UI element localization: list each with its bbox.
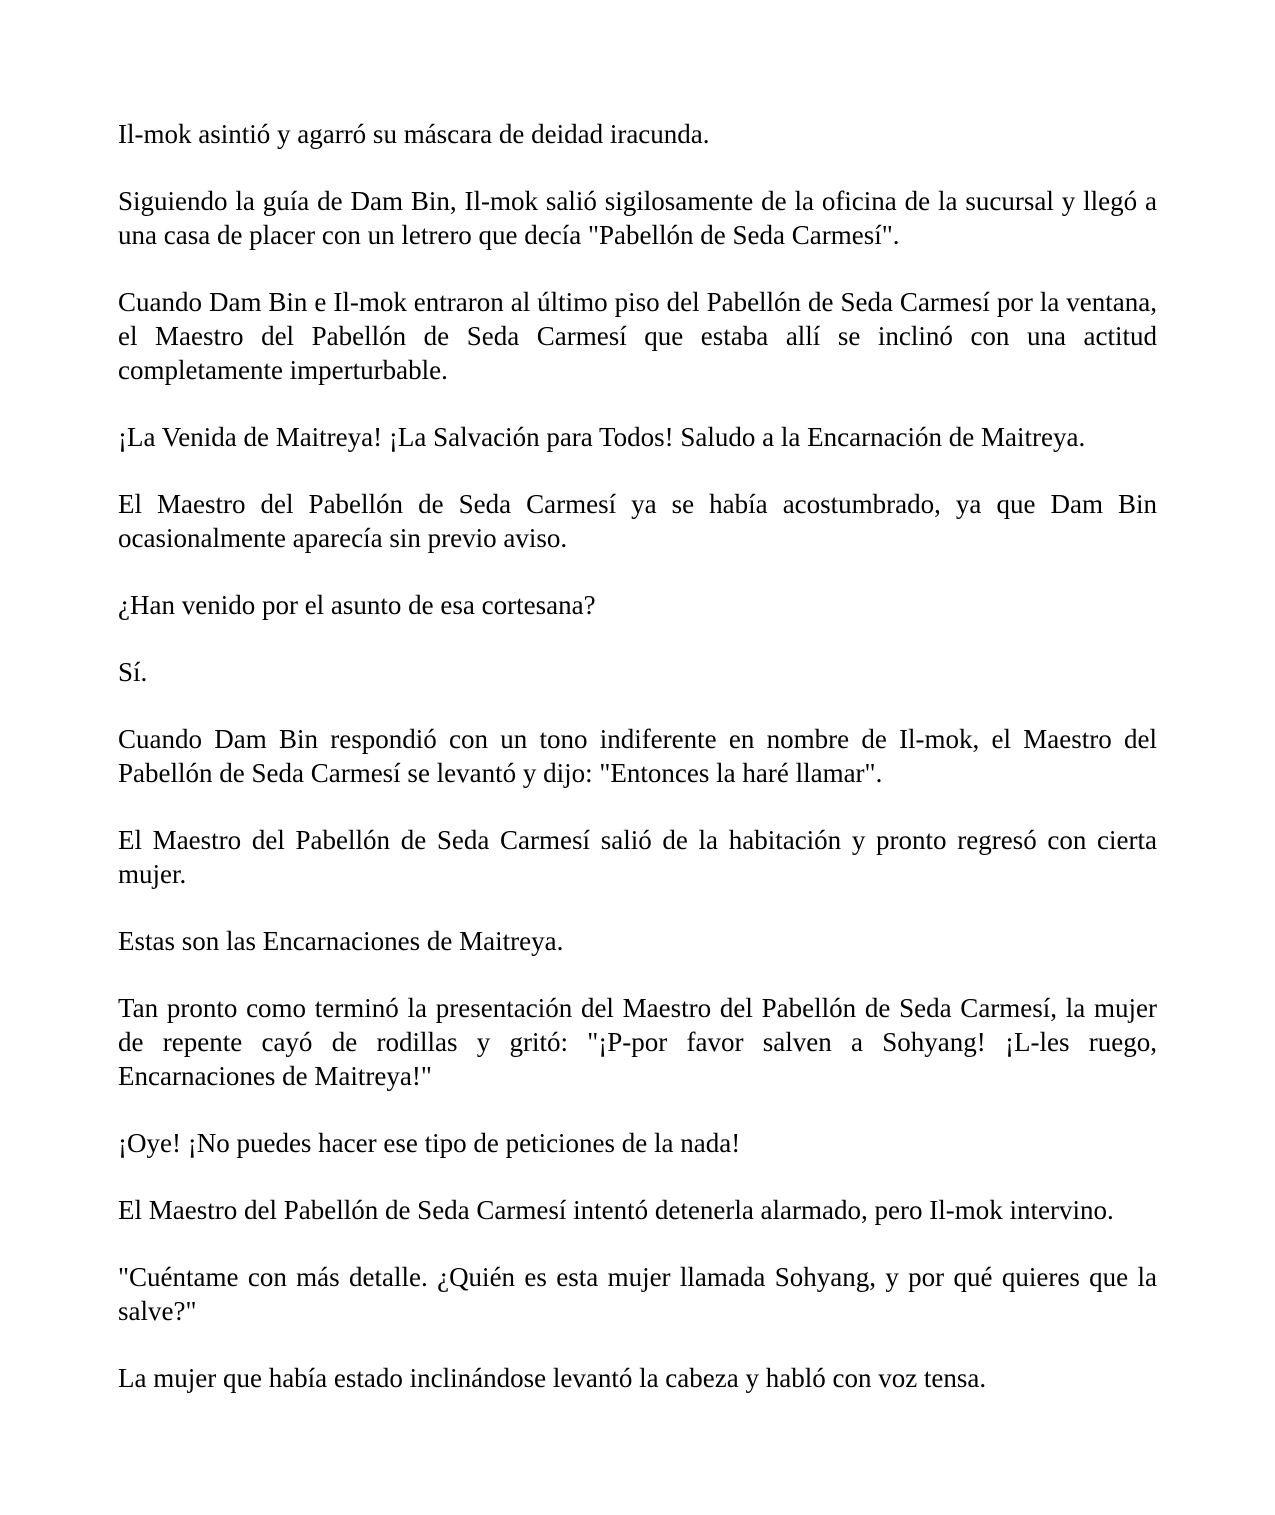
paragraph: El Maestro del Pabellón de Seda Carmesí salió de la habitación y pronto regresó con cierta mujer. bbox=[118, 825, 1157, 889]
paragraph: Tan pronto como terminó la presentación del Maestro del Pabellón de Seda Carmesí, la mujer de repente cayó de rodillas y gritó: "¡P-por favor salven a Sohyang! ¡L-les ruego, Encarnaciones de Maitreya!" bbox=[118, 993, 1157, 1091]
paragraph: Sí. bbox=[118, 657, 148, 687]
paragraph: Il-mok asintió y agarró su máscara de deidad iracunda. bbox=[118, 119, 710, 149]
paragraph: "Cuéntame con más detalle. ¿Quién es esta mujer llamada Sohyang, y por qué quieres que la salve?" bbox=[118, 1262, 1157, 1326]
paragraph: Cuando Dam Bin e Il-mok entraron al último piso del Pabellón de Seda Carmesí por la ventana, el Maestro del Pabellón de Seda Carmesí que estaba allí se inclinó con una actitud completamente imperturbable. bbox=[118, 287, 1157, 385]
paragraph: El Maestro del Pabellón de Seda Carmesí intentó detenerla alarmado, pero Il-mok intervino. bbox=[118, 1195, 1114, 1225]
paragraph: ¿Han venido por el asunto de esa cortesana? bbox=[118, 590, 596, 620]
paragraph: Estas son las Encarnaciones de Maitreya. bbox=[118, 926, 564, 956]
paragraph: Cuando Dam Bin respondió con un tono indiferente en nombre de Il-mok, el Maestro del Pabellón de Seda Carmesí se levantó y dijo: "Entonces la haré llamar". bbox=[118, 724, 1157, 788]
paragraph: La mujer que había estado inclinándose levantó la cabeza y habló con voz tensa. bbox=[118, 1363, 987, 1393]
paragraph: El Maestro del Pabellón de Seda Carmesí ya se había acostumbrado, ya que Dam Bin ocasionalmente aparecía sin previo aviso. bbox=[118, 489, 1157, 553]
paragraph: ¡La Venida de Maitreya! ¡La Salvación para Todos! Saludo a la Encarnación de Maitreya. bbox=[118, 422, 1086, 452]
document-body bbox=[118, 117, 1157, 1428]
paragraph: Siguiendo la guía de Dam Bin, Il-mok salió sigilosamente de la oficina de la sucursal y llegó a una casa de placer con un letrero que decía "Pabellón de Seda Carmesí". bbox=[118, 186, 1157, 250]
paragraph: ¡Oye! ¡No puedes hacer ese tipo de peticiones de la nada! bbox=[118, 1128, 741, 1158]
